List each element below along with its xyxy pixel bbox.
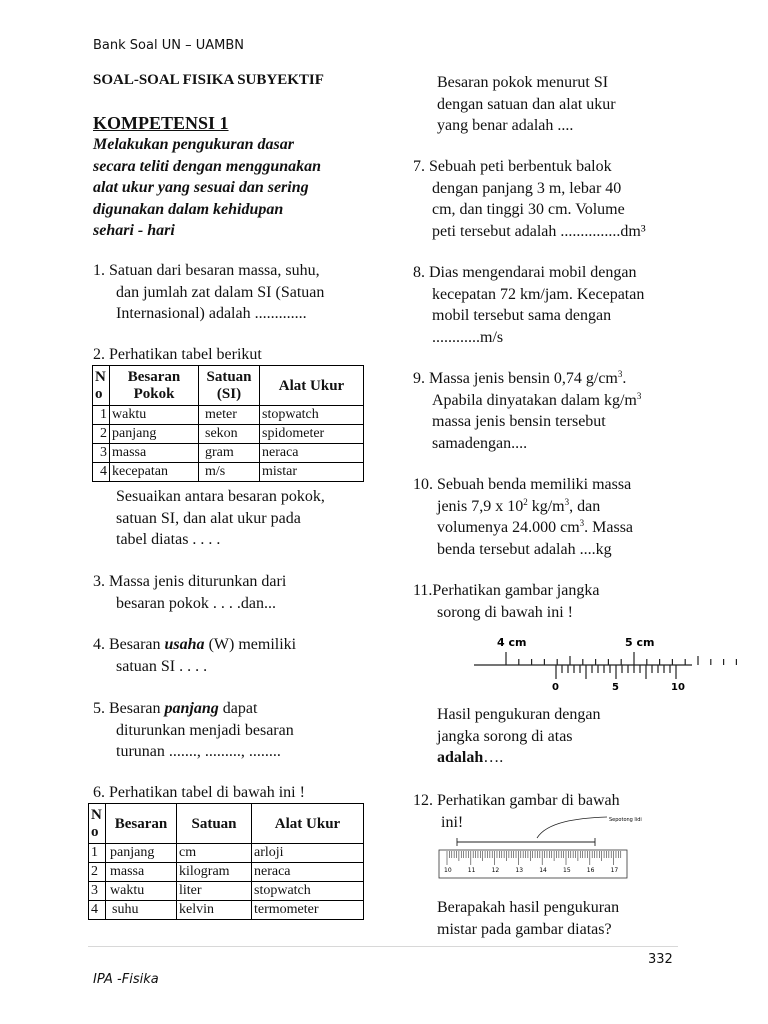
footer-divider [88, 946, 678, 947]
question-line: kecepatan 72 km/jam. Kecepatan [432, 285, 645, 303]
ruler-number: 13 [515, 867, 524, 874]
vernier-label-5: 5 [612, 682, 619, 693]
question-1 [93, 260, 324, 325]
ruler-number: 15 [563, 867, 571, 874]
question-line: 12. Perhatikan gambar di bawah [413, 792, 620, 809]
question-line: Besaran pokok menurut SI [437, 74, 609, 91]
question-7 [413, 156, 646, 242]
question-12-continued [437, 897, 619, 940]
ruler-number: 12 [491, 867, 500, 874]
table-header: Satuan [177, 804, 252, 844]
table-besaran-pokok [92, 365, 364, 482]
table-header: N o [89, 804, 106, 844]
ruler-figure [437, 808, 642, 884]
question-4: 4. Besaran usaha (W) memiliki satuan SI . . . . [93, 636, 297, 675]
table-row: 1 waktu meter stopwatch [93, 406, 364, 425]
question-2-intro: 2. Perhatikan tabel berikut [93, 346, 262, 363]
table-row: 4 kecepatan m/s mistar [93, 463, 364, 482]
kompetensi-description [93, 134, 321, 242]
vernier-label-0: 0 [552, 682, 559, 693]
table-header: Alat Ukur [260, 366, 364, 406]
table-header: Satuan (SI) [199, 366, 260, 406]
question-line: besaran pokok . . . .dan... [116, 594, 276, 612]
question-11-continued: Hasil pengukuran dengan jangka sorong di atas adalah…. [437, 706, 601, 766]
question-line: ............m/s [432, 328, 504, 346]
question-line: 1. Satuan dari besaran massa, suhu, [93, 262, 320, 279]
kompetensi-title: KOMPETENSI 1 [93, 113, 229, 133]
table-satuan-alat-ukur [88, 803, 364, 920]
vernier-label-10: 10 [671, 682, 685, 693]
question-2-instruction [116, 486, 325, 551]
table-row: 2 panjang sekon spidometer [93, 425, 364, 444]
table-header: Alat Ukur [252, 804, 364, 844]
kompetensi-line: secara teliti dengan menggunakan [93, 157, 322, 175]
question-line: mobil tersebut sama dengan [432, 307, 612, 324]
page-number: 332 [648, 952, 673, 967]
page-header: Bank Soal UN – UAMBN [93, 38, 244, 53]
lidi-label: Sepotong lidi [609, 817, 642, 823]
table-row: 3 waktu liter stopwatch [89, 882, 364, 901]
question-line: dan jumlah zat dalam SI (Satuan [116, 283, 325, 301]
table-row: 1 panjang cm arloji [89, 844, 364, 863]
table-row: 3 massa gram neraca [93, 444, 364, 463]
question-3 [93, 571, 286, 614]
question-line: Internasional) adalah ............. [116, 305, 307, 322]
question-line: 3. Massa jenis diturunkan dari [93, 573, 287, 590]
question-8 [413, 262, 644, 348]
table-row: 2 massa kilogram neraca [89, 863, 364, 882]
question-5: 5. Besaran panjang dapat diturunkan menjadi besaran turunan ......., ........., ........ [93, 700, 294, 760]
question-line: 7. Sebuah peti berbentuk balok [413, 158, 612, 175]
question-line: dengan satuan dan alat ukur [437, 95, 616, 113]
question-line: 11.Perhatikan gambar jangka [413, 582, 600, 599]
question-10: 10. Sebuah benda memiliki massa jenis 7,9 x $10^2$ $kg/m^3$, dan volumenya 24.000 $cm^3$. Massa benda tersebut adalah ....kg [413, 476, 634, 558]
ruler-number: 10 [444, 867, 452, 874]
question-line: 8. Dias mengendarai mobil dengan [413, 264, 637, 281]
ruler-number: 16 [586, 867, 595, 874]
kompetensi-line: sehari - hari [93, 222, 175, 239]
main-scale-label-5cm: 5 cm [625, 636, 655, 649]
question-line: ini! [441, 813, 464, 831]
ruler-number: 11 [467, 867, 476, 874]
question-line: dengan panjang 3 m, lebar 40 [432, 179, 622, 197]
vernier-caliper-figure [470, 632, 696, 694]
table-header: N o [93, 366, 110, 406]
main-scale-label-4cm: 4 cm [497, 636, 527, 649]
table-header: Besaran [106, 804, 177, 844]
kompetensi-line: alat ukur yang sesuai dan sering [93, 179, 309, 196]
question-11 [413, 580, 599, 623]
ruler-number: 17 [610, 867, 619, 874]
question-line: Sesuaikan antara besaran pokok, [116, 488, 325, 505]
question-line: peti tersebut adalah ...............dm³ [432, 222, 646, 240]
question-line: satuan SI, dan alat ukur pada [116, 509, 301, 527]
question-line: sorong di bawah ini ! [437, 603, 573, 621]
question-6-intro: 6. Perhatikan tabel di bawah ini ! [93, 784, 305, 801]
ruler-number: 14 [539, 867, 547, 874]
kompetensi-line: digunakan dalam kehidupan [93, 200, 284, 218]
question-line: Berapakah hasil pengukuran [437, 899, 620, 916]
section-title: SOAL-SOAL FISIKA SUBYEKTIF [93, 72, 324, 88]
question-line: yang benar adalah .... [437, 117, 574, 134]
question-line: tabel diatas . . . . [116, 531, 221, 548]
question-6-continued [437, 72, 616, 137]
table-row: 4 suhu kelvin termometer [89, 901, 364, 920]
footer-subject: IPA -Fisika [93, 972, 159, 987]
question-line: cm, dan tinggi 30 cm. Volume [432, 201, 625, 218]
question-9: 9. Massa jenis bensin 0,74 $g/cm^3$. Apabila dinyatakan dalam $kg/m^3$ massa jenis bensin tersebut samadengan.... [413, 369, 642, 452]
kompetensi-line: Melakukan pengukuran dasar [93, 136, 294, 153]
question-line: mistar pada gambar diatas? [437, 920, 612, 938]
table-header: Besaran Pokok [110, 366, 199, 406]
